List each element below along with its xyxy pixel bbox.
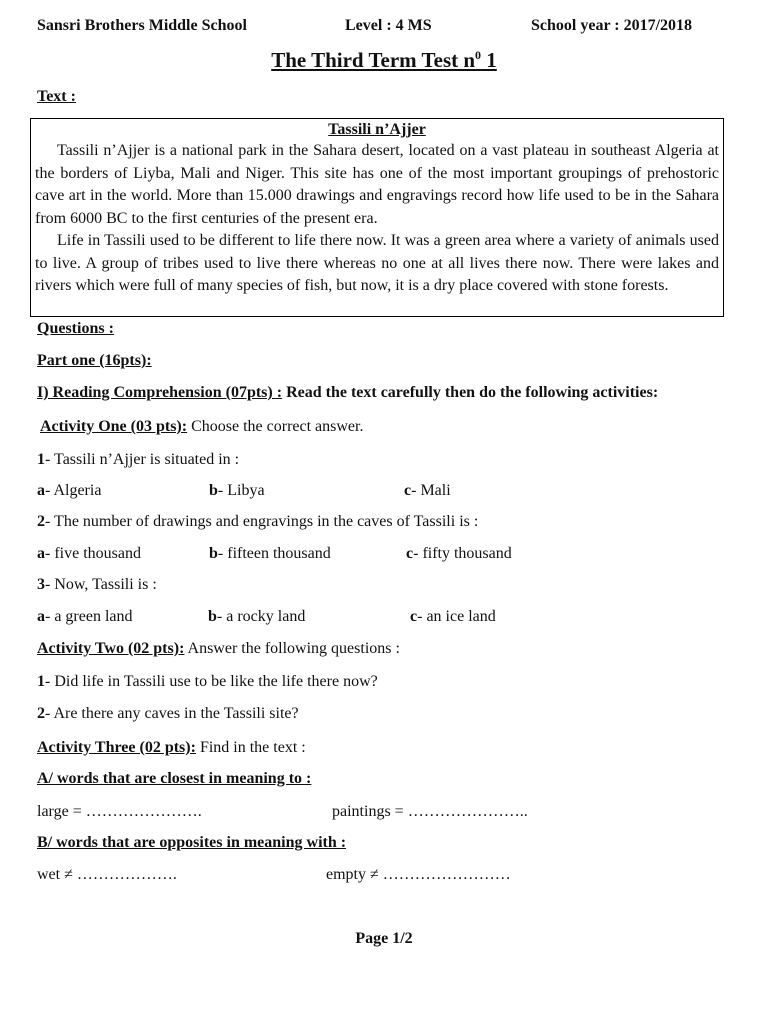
opposites-heading: B/ words that are opposites in meaning with : [37, 834, 347, 851]
school-name: Sansri Brothers Middle School [37, 17, 247, 34]
q2-option-b: b- fifteen thousand [209, 545, 331, 562]
paintings-blank: paintings = ………………….. [332, 803, 528, 820]
wet-blank: wet ≠ ………………. [37, 866, 177, 883]
activity-two-question-1: 1- Did life in Tassili use to be like the life there now? [37, 673, 378, 690]
passage-paragraph-2: Life in Tassili used to be different to life there now. It was a green area where a variety of animals used to live. A group of tribes used to live there whereas no one at all lives there now. There were lakes and rivers which were full of many species of fish, but now, it is a dry place covered with stone forests. [35, 232, 719, 294]
text-label: Text : [37, 88, 76, 105]
page-number: Page 1/2 [355, 930, 413, 947]
activity-one-question-1: 1- Tassili n’Ajjer is situated in : [37, 451, 240, 468]
reading-passage-box [30, 118, 724, 317]
q1-option-a: a- Algeria [37, 482, 102, 499]
title-superscript: 0 [475, 48, 482, 62]
part-one-label: Part one (16pts): [37, 352, 152, 369]
level-label: Level : 4 MS [345, 17, 432, 34]
synonyms-heading: A/ words that are closest in meaning to : [37, 770, 312, 787]
q3-option-a: a- a green land [37, 608, 133, 625]
q3-option-c: c- an ice land [410, 608, 496, 625]
school-year: School year : 2017/2018 [531, 17, 693, 34]
q2-option-c: c- fifty thousand [406, 545, 512, 562]
passage-paragraph-1: Tassili n’Ajjer is a national park in the Sahara desert, located on a vast plateau in southeast Algeria at the borders of Liyba, Mali and Niger. This site has one of the most important groupings of prehostoric cave art in the world. More than 15.000 drawings and engravings record how life used to be in the Sahara from 6000 BC to the first centuries of the present era. [35, 142, 719, 227]
activity-one-heading: Activity One (03 pts): Choose the correct answer. [40, 418, 364, 435]
activity-one-question-2: 2- The number of drawings and engravings in the caves of Tassili is : [37, 513, 479, 530]
section-reading-comprehension: I) Reading Comprehension (07pts) : Read the text carefully then do the following activities: [37, 384, 659, 401]
activity-two-heading: Activity Two (02 pts): Answer the following questions : [37, 640, 400, 657]
activity-two-question-2: 2- Are there any caves in the Tassili site? [37, 705, 299, 722]
activity-one-question-3: 3- Now, Tassili is : [37, 576, 157, 593]
q2-option-a: a- five thousand [37, 545, 141, 562]
passage-title: Tassili n’Ajjer [328, 121, 426, 138]
empty-blank: empty ≠ …………………… [326, 866, 511, 883]
q1-option-c: c- Mali [404, 482, 451, 499]
q3-option-b: b- a rocky land [208, 608, 306, 625]
large-blank: large = …………………. [37, 803, 202, 820]
q1-option-b: b- Libya [209, 482, 265, 499]
page-title: The Third Term Test $n^0$ 1 [271, 48, 497, 72]
activity-three-heading: Activity Three (02 pts): Find in the text : [37, 739, 306, 756]
questions-label: Questions : [37, 320, 114, 337]
